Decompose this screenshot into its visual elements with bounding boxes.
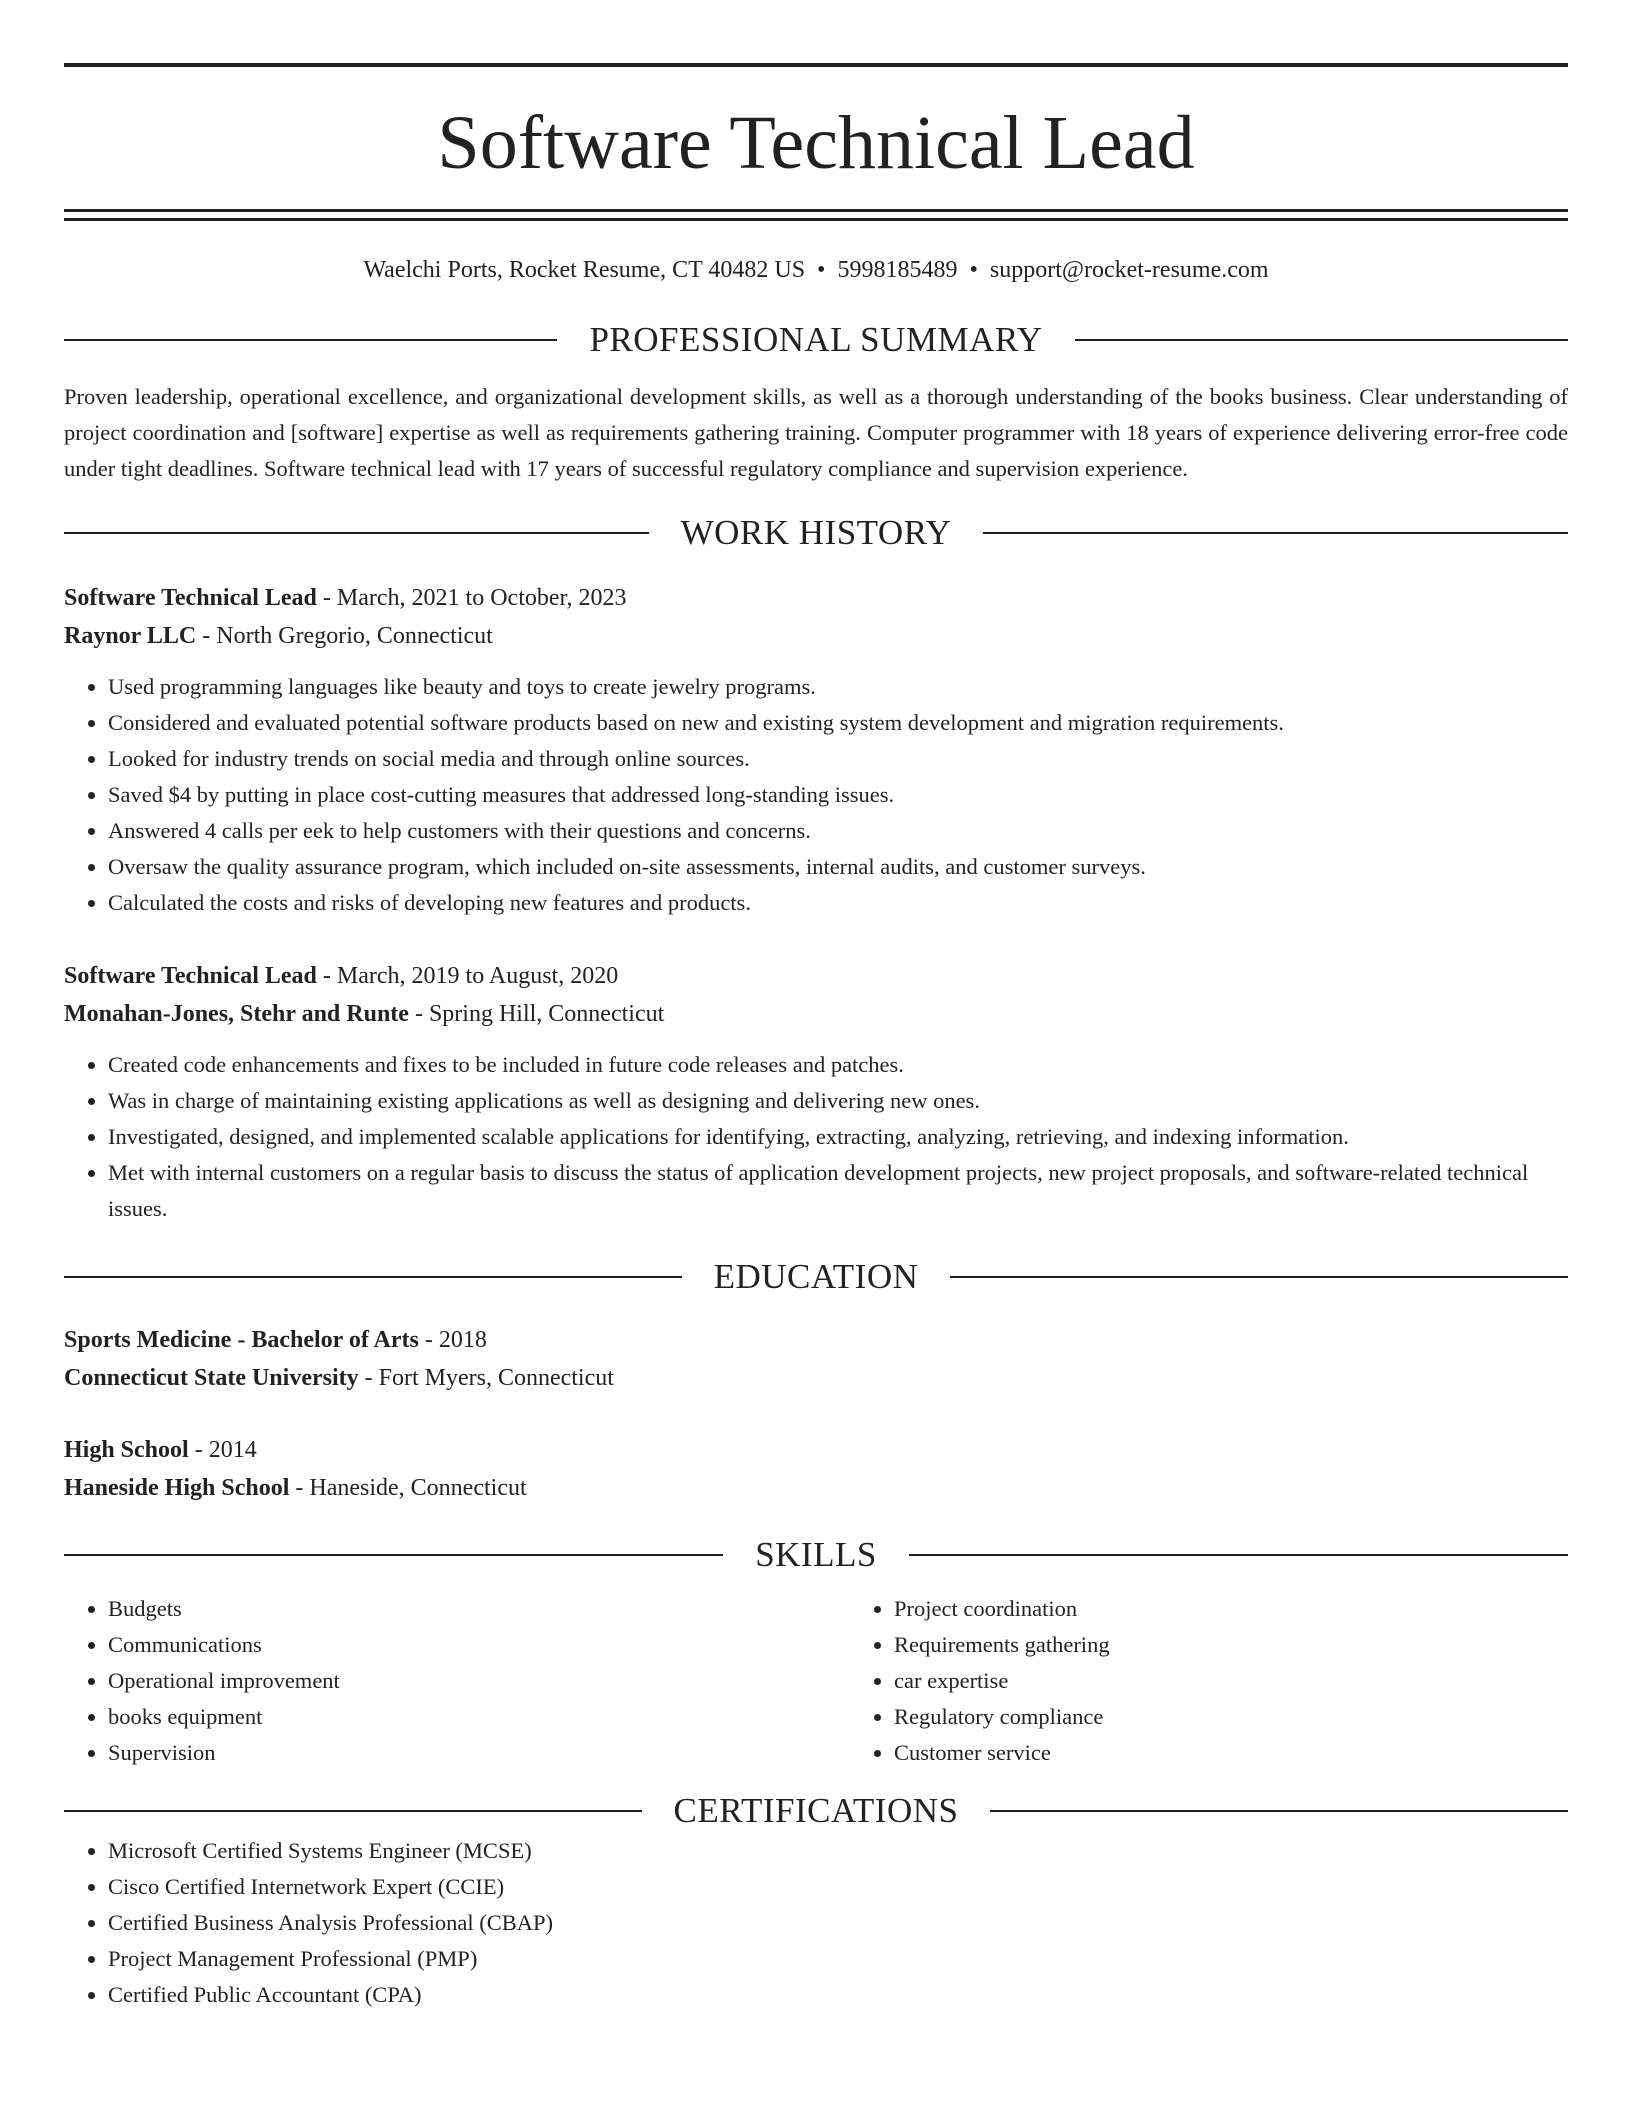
top-rule — [64, 63, 1568, 67]
contact-email: support@rocket-resume.com — [989, 257, 1269, 283]
education-school: Haneside High School — [64, 1475, 290, 1501]
education-entry — [64, 1321, 1568, 1397]
professional-summary: Proven leadership, operational excellence, and organizational development skills, as well as a thorough understanding of the books business. Clear understanding of project coordination and [software] expertise as well as requirements gathering training. Computer programmer with 18 years of experience delivering error-free code under tight deadlines. Software technical lead with 17 years of successful regulatory compliance and supervision experience. — [64, 384, 1568, 481]
list-item: • Met with internal customers on a regular basis to discuss the status of application development projects, new project proposals, and software-related technical issues. — [108, 1155, 1568, 1227]
job-company: Raynor LLC — [64, 623, 197, 649]
list-item: • Created code enhancements and fixes to be included in future code releases and patches. — [108, 1047, 1568, 1083]
skills-grid — [64, 1591, 1568, 1771]
job-company-line — [64, 617, 1568, 655]
education-location: - Fort Myers, Connecticut — [358, 1365, 614, 1391]
section-title: PROFESSIONAL SUMMARY — [589, 320, 1043, 359]
job-bullets — [64, 669, 1568, 921]
job-dates: - March, 2019 to August, 2020 — [316, 963, 619, 989]
list-item: • Used programming languages like beauty and toys to create jewelry programs. — [108, 669, 1568, 705]
list-item: • Operational improvement — [108, 1663, 850, 1699]
job-company: Monahan-Jones, Stehr and Runte — [64, 1001, 409, 1027]
list-item: • Calculated the costs and risks of developing new features and products. — [108, 885, 1568, 921]
section-header-certifications — [64, 1789, 1568, 1833]
resume-page — [64, 0, 1568, 2013]
job-role: Software Technical Lead — [64, 585, 317, 611]
job-company-line — [64, 995, 1568, 1033]
education-year: - 2014 — [188, 1437, 257, 1463]
contact-separator: • — [817, 257, 826, 283]
contact-phone: 5998185489 — [837, 257, 958, 283]
list-item: • Investigated, designed, and implemented scalable applications for identifying, extracting, analyzing, retrieving, and indexing information. — [108, 1119, 1568, 1155]
section-header-summary — [64, 318, 1568, 362]
title-double-rule — [64, 209, 1568, 221]
education-degree-line — [64, 1321, 1568, 1359]
job-dates: - March, 2021 to October, 2023 — [316, 585, 627, 611]
section-header-work — [64, 511, 1568, 555]
job-role-line — [64, 957, 1568, 995]
job-bullets — [64, 1047, 1568, 1227]
skills-column-right — [850, 1591, 1632, 1771]
education-degree: Sports Medicine - Bachelor of Arts — [64, 1327, 419, 1353]
section-title: CERTIFICATIONS — [673, 1791, 959, 1830]
contact-line — [64, 254, 1568, 286]
education-degree: High School — [64, 1437, 189, 1463]
list-item: • Supervision — [108, 1735, 850, 1771]
list-item: • Customer service — [894, 1735, 1632, 1771]
list-item: • Microsoft Certified Systems Engineer (MCSE) — [108, 1833, 1568, 1869]
list-item: • Certified Public Accountant (CPA) — [108, 1977, 1568, 2013]
list-item: • Project coordination — [894, 1591, 1632, 1627]
job-role-line — [64, 579, 1568, 617]
list-item: • Requirements gathering — [894, 1627, 1632, 1663]
education-location: - Haneside, Connecticut — [289, 1475, 527, 1501]
section-title: WORK HISTORY — [680, 513, 952, 552]
section-header-education — [64, 1255, 1568, 1299]
list-item: • Saved $4 by putting in place cost-cutting measures that addressed long-standing issues. — [108, 777, 1568, 813]
list-item: • books equipment — [108, 1699, 850, 1735]
list-item: • Budgets — [108, 1591, 850, 1627]
resume-title: Software Technical Lead — [437, 101, 1195, 185]
list-item: • Considered and evaluated potential software products based on new and existing system development and migration requirements. — [108, 705, 1568, 741]
list-item: • Was in charge of maintaining existing applications as well as designing and delivering new ones. — [108, 1083, 1568, 1119]
section-title: SKILLS — [755, 1535, 877, 1574]
job-location: - Spring Hill, Connecticut — [408, 1001, 665, 1027]
list-item: • Cisco Certified Internetwork Expert (CCIE) — [108, 1869, 1568, 1905]
list-item: • Oversaw the quality assurance program, which included on-site assessments, internal audits, and customer surveys. — [108, 849, 1568, 885]
education-year: - 2018 — [418, 1327, 487, 1353]
skills-column-left — [64, 1591, 850, 1771]
education-school-line — [64, 1359, 1568, 1397]
contact-separator: • — [969, 257, 978, 283]
job-role: Software Technical Lead — [64, 963, 317, 989]
education-degree-line — [64, 1431, 1568, 1469]
education-entry — [64, 1431, 1568, 1507]
job-entry — [64, 579, 1568, 921]
education-school: Connecticut State University — [64, 1365, 359, 1391]
list-item: • Certified Business Analysis Professional (CBAP) — [108, 1905, 1568, 1941]
section-title: EDUCATION — [713, 1257, 919, 1296]
education-school-line — [64, 1469, 1568, 1507]
list-item: • Answered 4 calls per eek to help customers with their questions and concerns. — [108, 813, 1568, 849]
list-item: • Regulatory compliance — [894, 1699, 1632, 1735]
contact-address: Waelchi Ports, Rocket Resume, CT 40482 US — [363, 257, 806, 283]
list-item: • Project Management Professional (PMP) — [108, 1941, 1568, 1977]
job-location: - North Gregorio, Connecticut — [196, 623, 493, 649]
list-item: • Communications — [108, 1627, 850, 1663]
job-entry — [64, 957, 1568, 1227]
certifications-list — [64, 1833, 1568, 2013]
list-item: • car expertise — [894, 1663, 1632, 1699]
section-header-skills — [64, 1533, 1568, 1577]
list-item: • Looked for industry trends on social media and through online sources. — [108, 741, 1568, 777]
